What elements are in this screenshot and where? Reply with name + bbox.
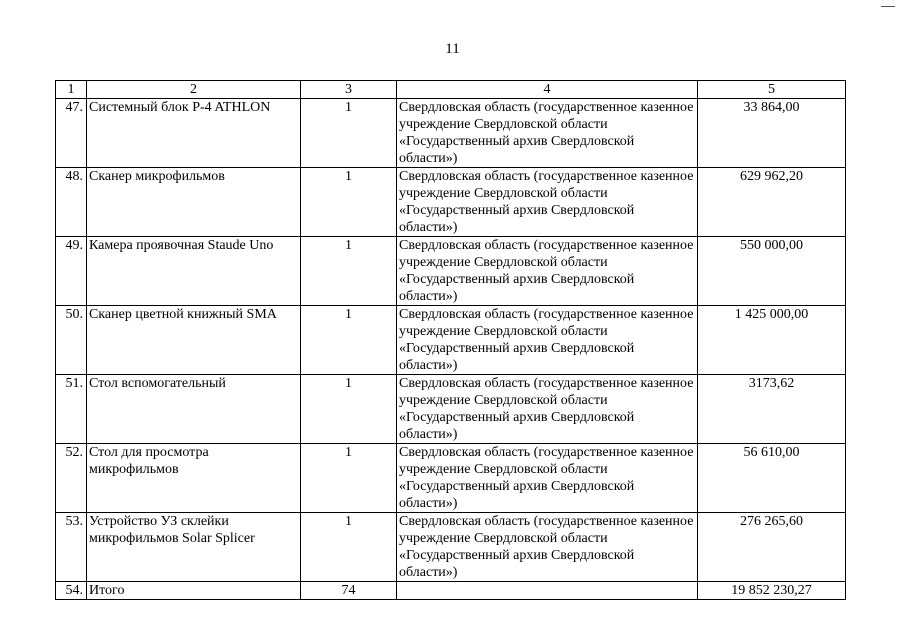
row-number: 51. (56, 375, 87, 444)
row-number: 53. (56, 513, 87, 582)
item-name: Стол вспомогательный (87, 375, 301, 444)
item-owner: Свердловская область (государственное казенное учреждение Свердловской области «Государственный архив Свердловской области») (397, 513, 698, 582)
page-number: 11 (445, 41, 460, 57)
table-row (56, 237, 846, 306)
item-sum: 1 425 000,00 (698, 306, 846, 375)
item-quantity: 1 (301, 513, 397, 582)
item-owner: Свердловская область (государственное казенное учреждение Свердловской области «Государственный архив Свердловской области») (397, 375, 698, 444)
row-number: 47. (56, 99, 87, 168)
item-sum: 629 962,20 (698, 168, 846, 237)
item-name: Устройство УЗ склейки микрофильмов Solar Splicer (87, 513, 301, 582)
header-row (56, 81, 846, 99)
header-col-3: 3 (301, 81, 397, 99)
total-row-number: 54. (56, 582, 87, 600)
total-owner (397, 582, 698, 600)
item-owner: Свердловская область (государственное казенное учреждение Свердловской области «Государственный архив Свердловской области») (397, 237, 698, 306)
item-name: Сканер цветной книжный SMA (87, 306, 301, 375)
total-row (56, 582, 846, 600)
header-col-5: 5 (698, 81, 846, 99)
item-owner: Свердловская область (государственное казенное учреждение Свердловской области «Государственный архив Свердловской области») (397, 306, 698, 375)
table-row (56, 513, 846, 582)
item-sum: 56 610,00 (698, 444, 846, 513)
item-quantity: 1 (301, 168, 397, 237)
table-row (56, 99, 846, 168)
corner-mark (881, 6, 895, 7)
table-row (56, 306, 846, 375)
item-name: Сканер микрофильмов (87, 168, 301, 237)
item-name: Камера проявочная Staude Uno (87, 237, 301, 306)
item-name: Системный блок P-4 ATHLON (87, 99, 301, 168)
item-quantity: 1 (301, 444, 397, 513)
row-number: 52. (56, 444, 87, 513)
row-number: 48. (56, 168, 87, 237)
header-col-4: 4 (397, 81, 698, 99)
total-quantity: 74 (301, 582, 397, 600)
property-table (55, 80, 846, 600)
item-sum: 3173,62 (698, 375, 846, 444)
item-sum: 33 864,00 (698, 99, 846, 168)
header-col-1: 1 (56, 81, 87, 99)
table-row (56, 444, 846, 513)
item-owner: Свердловская область (государственное казенное учреждение Свердловской области «Государственный архив Свердловской области») (397, 444, 698, 513)
item-name: Стол для просмотра микрофильмов (87, 444, 301, 513)
item-quantity: 1 (301, 306, 397, 375)
header-col-2: 2 (87, 81, 301, 99)
table-row (56, 168, 846, 237)
item-quantity: 1 (301, 237, 397, 306)
total-label: Итого (87, 582, 301, 600)
item-owner: Свердловская область (государственное казенное учреждение Свердловской области «Государственный архив Свердловской области») (397, 99, 698, 168)
item-quantity: 1 (301, 99, 397, 168)
item-sum: 550 000,00 (698, 237, 846, 306)
item-owner: Свердловская область (государственное казенное учреждение Свердловской области «Государственный архив Свердловской области») (397, 168, 698, 237)
row-number: 50. (56, 306, 87, 375)
row-number: 49. (56, 237, 87, 306)
item-quantity: 1 (301, 375, 397, 444)
total-sum: 19 852 230,27 (698, 582, 846, 600)
table-row (56, 375, 846, 444)
item-sum: 276 265,60 (698, 513, 846, 582)
